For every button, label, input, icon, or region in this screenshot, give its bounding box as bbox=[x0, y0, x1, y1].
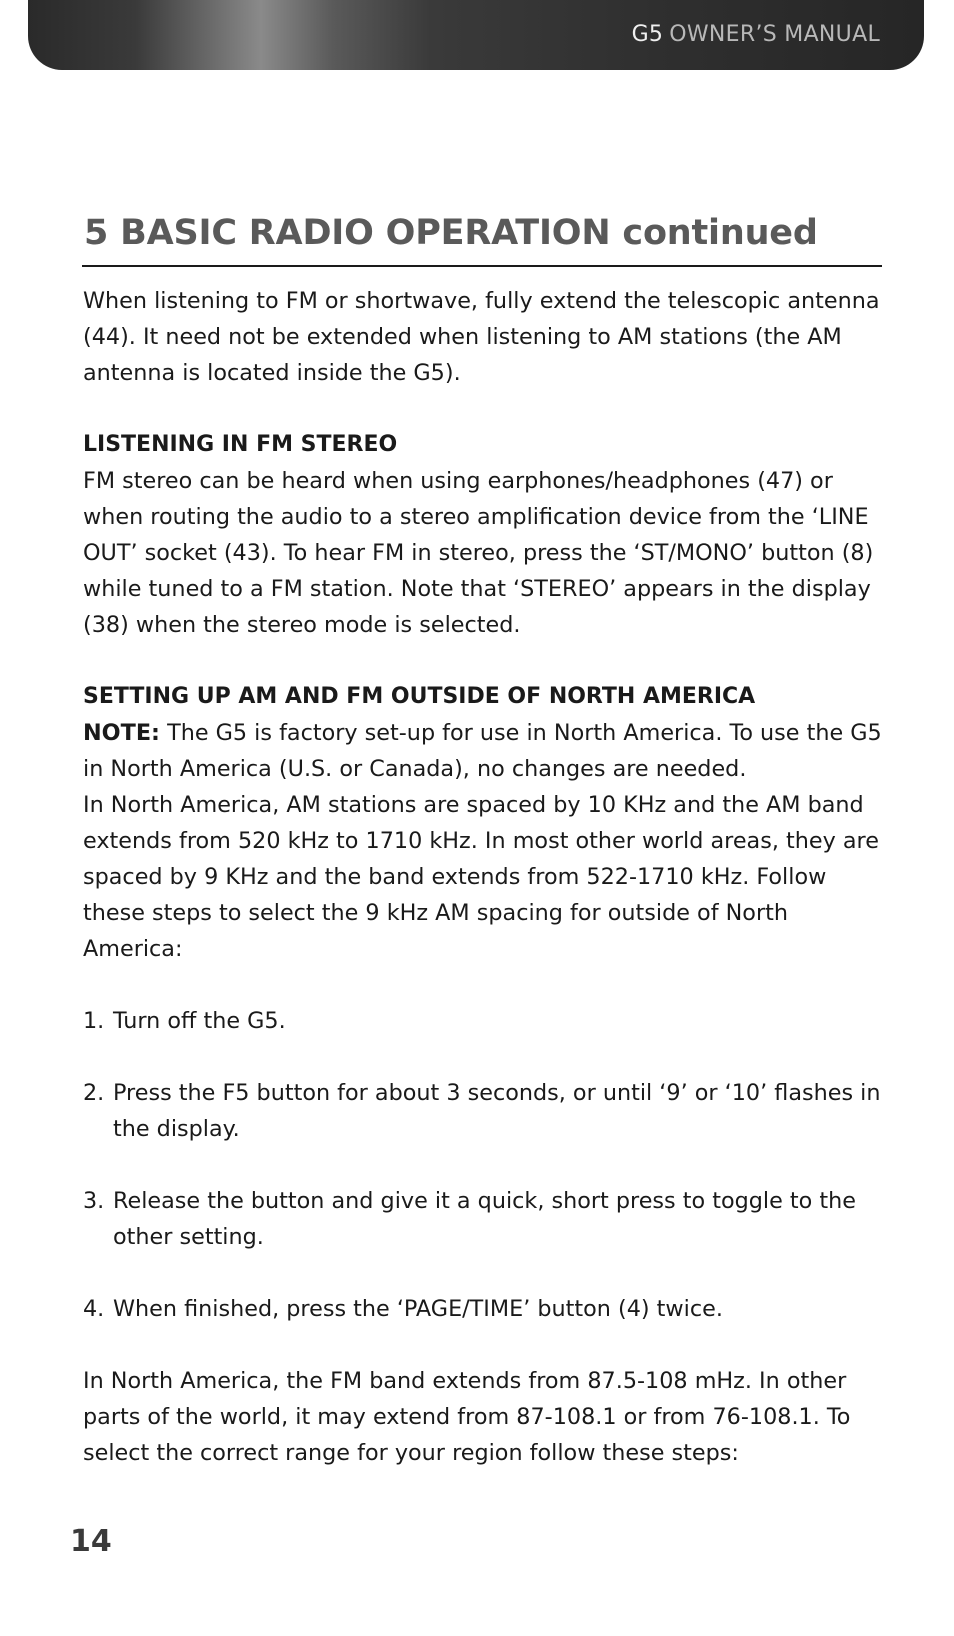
list-number: 2. bbox=[83, 1080, 105, 1106]
list-text: When finished, press the ‘PAGE/TIME’ button (4) twice. bbox=[113, 1296, 723, 1322]
fm-stereo-paragraph: FM stereo can be heard when using earphones/headphones (47) or when routing the audio to a stereo amplification device from the ‘LINE OUT’ socket (43). To hear FM in stereo, press the ‘ST/MONO’ button (8) while tuned to a FM station. Note that ‘STEREO’ appears in the display (38) when the stereo mode is selected. bbox=[83, 468, 874, 638]
am-spacing-paragraph: In North America, AM stations are spaced by 10 KHz and the AM band extends from 520 kHz to 1710 kHz. In most other world areas, they are spaced by 9 KHz and the band extends from 522-1710 kHz. Follow these steps to select the 9 kHz AM spacing for outside of North America: bbox=[83, 792, 879, 962]
fm-band-paragraph: In North America, the FM band extends from 87.5-108 mHz. In other parts of the world, it may extend from 87-108.1 or from 76-108.1. To select the correct range for your region follow these steps: bbox=[83, 1368, 851, 1466]
list-item bbox=[83, 1003, 888, 1039]
title-rule bbox=[82, 265, 882, 267]
page-content bbox=[83, 283, 888, 1471]
section-title: 5 BASIC RADIO OPERATION continued bbox=[84, 213, 818, 253]
spacer bbox=[83, 1255, 888, 1291]
header-model: G5 bbox=[631, 22, 664, 47]
header-band bbox=[28, 0, 924, 70]
list-text: Turn off the G5. bbox=[113, 1008, 286, 1034]
note-text: The G5 is factory set-up for use in North America. To use the G5 in North America (U.S. or Canada), no changes are needed. bbox=[83, 720, 882, 782]
list-number: 4. bbox=[83, 1296, 105, 1322]
list-text: Press the F5 button for about 3 seconds, or until ‘9’ or ‘10’ flashes in the display. bbox=[113, 1080, 881, 1142]
spacer bbox=[83, 1327, 888, 1363]
page-number: 14 bbox=[70, 1524, 112, 1559]
spacer bbox=[83, 1039, 888, 1075]
running-header bbox=[632, 22, 880, 47]
list-item bbox=[83, 1183, 888, 1255]
note-label: NOTE: bbox=[83, 720, 160, 746]
list-item bbox=[83, 1075, 888, 1147]
list-item bbox=[83, 1291, 888, 1327]
spacer bbox=[83, 967, 888, 1003]
spacer bbox=[83, 643, 888, 679]
list-number: 3. bbox=[83, 1188, 105, 1214]
spacer bbox=[83, 1147, 888, 1183]
fm-stereo-heading: LISTENING IN FM STEREO bbox=[83, 432, 398, 457]
am-fm-setup-heading: SETTING UP AM AND FM OUTSIDE OF NORTH AMERICA bbox=[83, 684, 756, 709]
spacer bbox=[83, 391, 888, 427]
intro-paragraph: When listening to FM or shortwave, fully extend the telescopic antenna (44). It need not be extended when listening to AM stations (the AM antenna is located inside the G5). bbox=[83, 288, 880, 386]
list-number: 1. bbox=[83, 1008, 105, 1034]
header-manual: OWNER’S MANUAL bbox=[669, 22, 880, 47]
note-paragraph bbox=[83, 715, 888, 787]
list-text: Release the button and give it a quick, short press to toggle to the other setting. bbox=[113, 1188, 856, 1250]
